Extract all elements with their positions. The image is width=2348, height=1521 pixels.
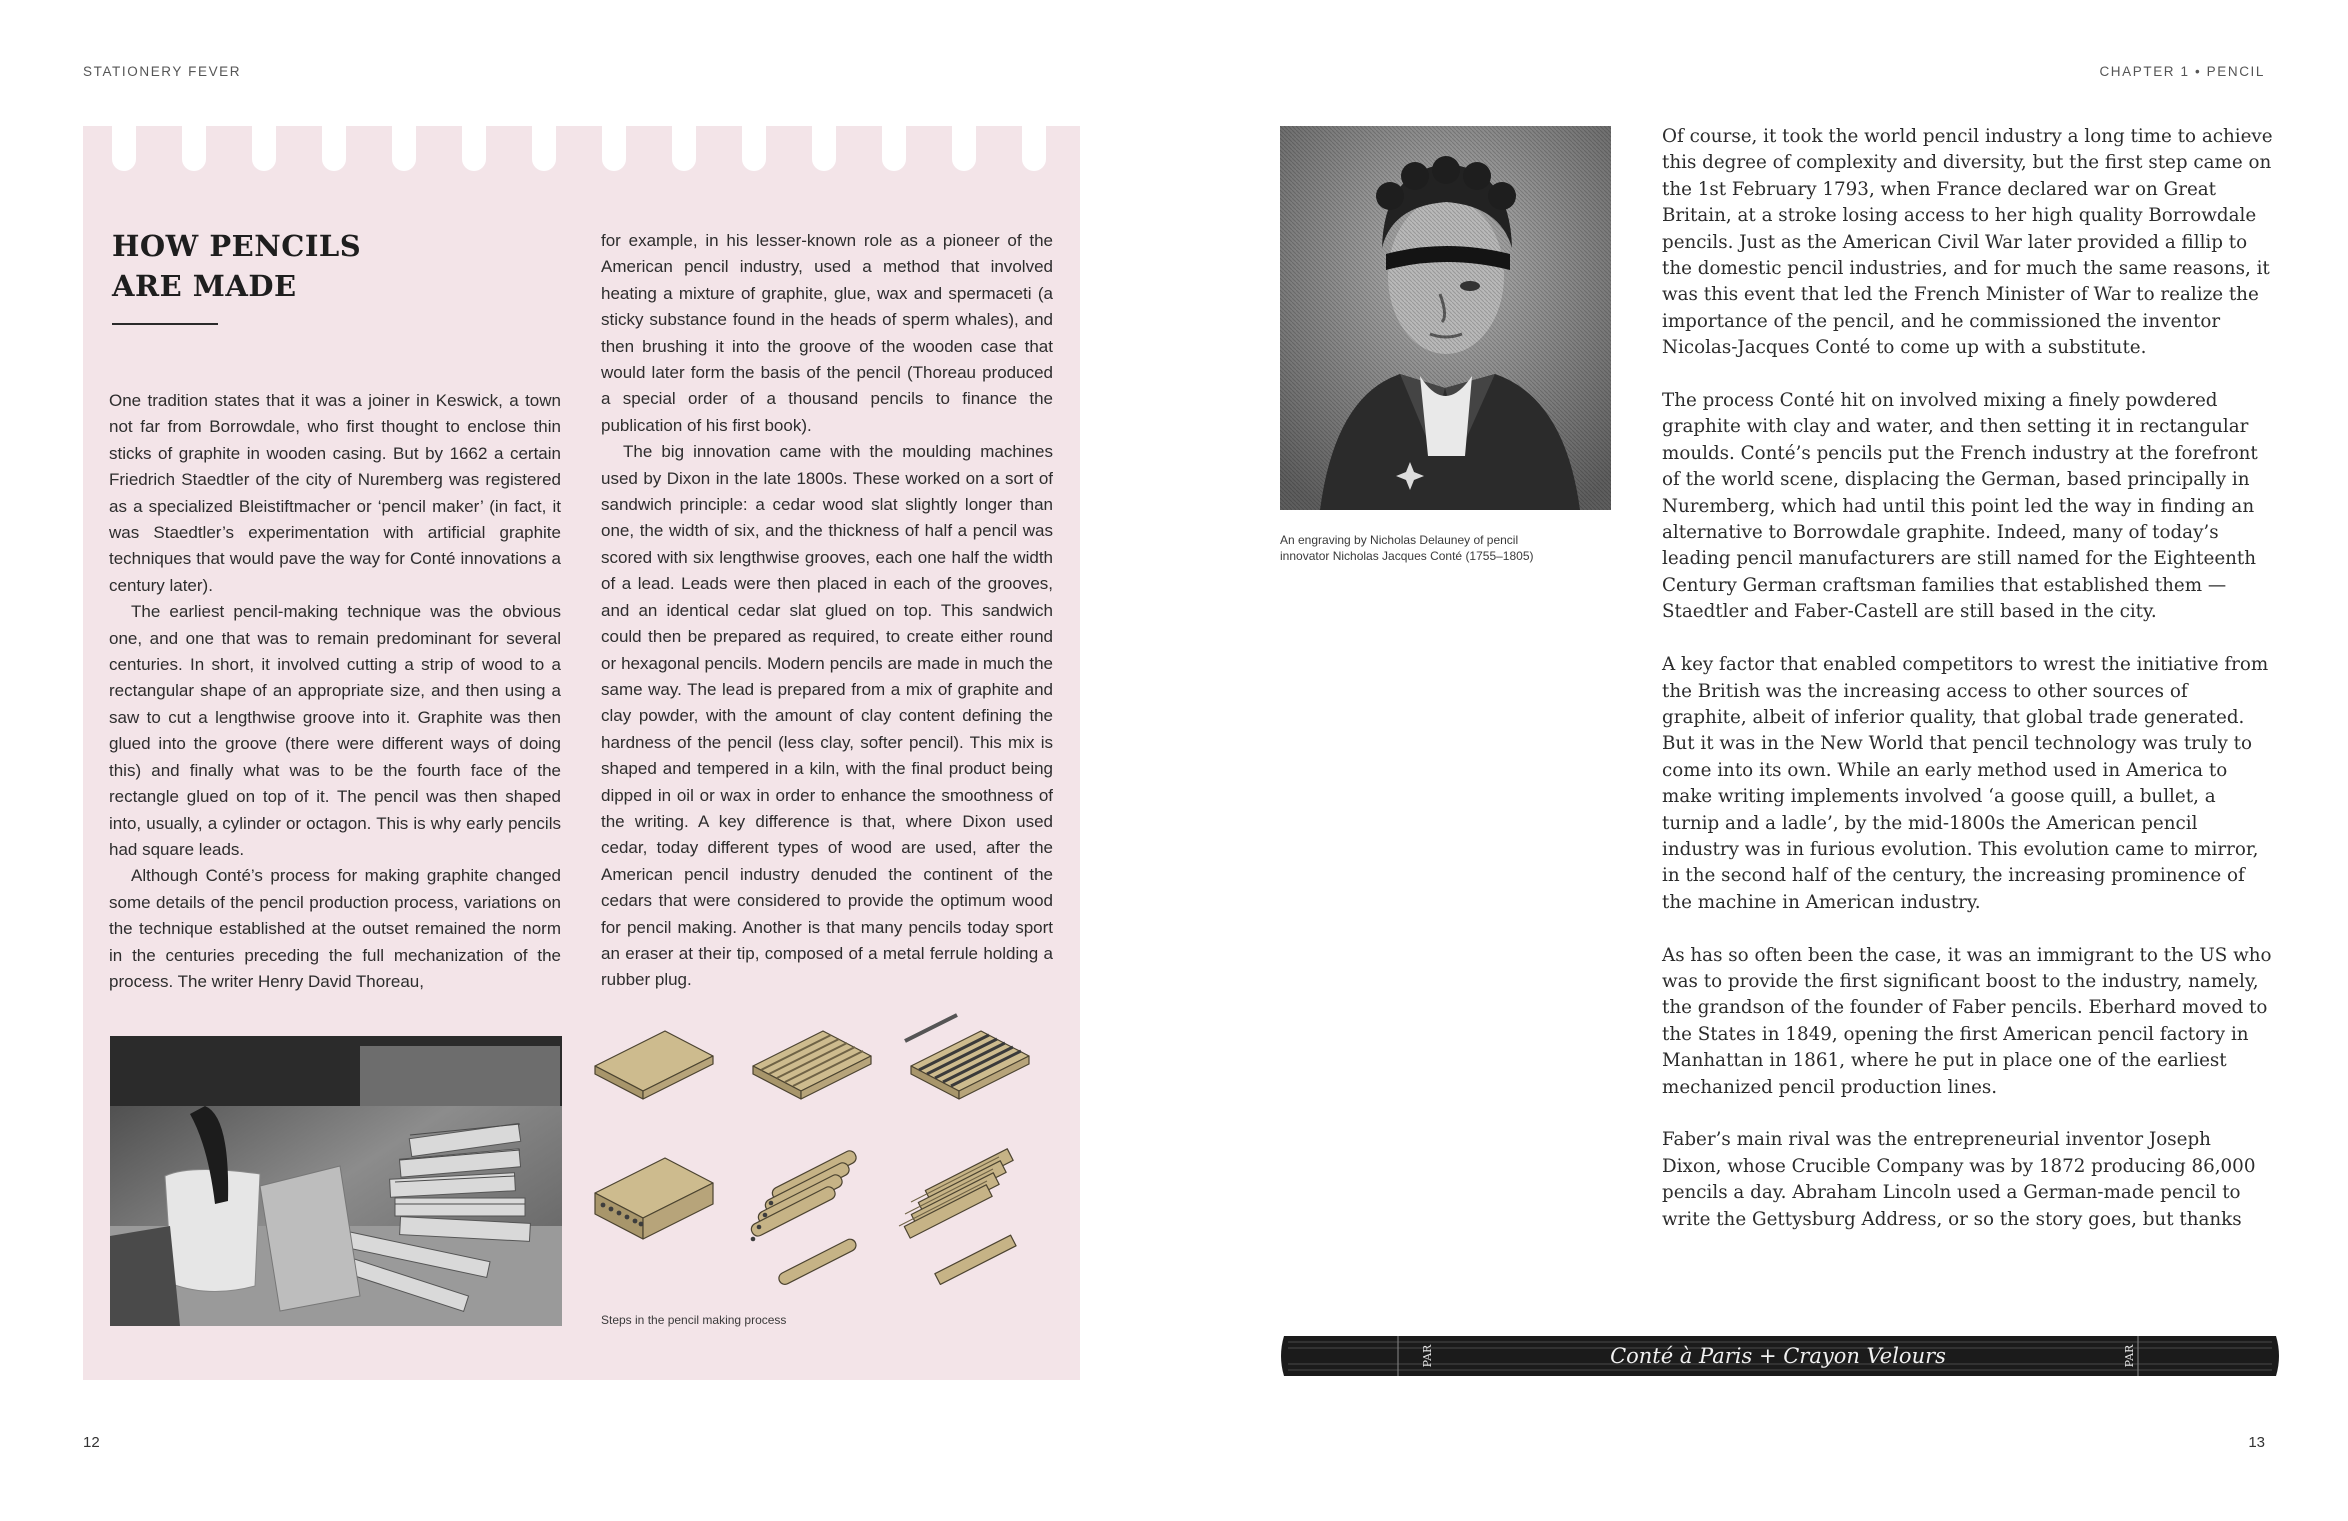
- paragraph: One tradition states that it was a joiner in Keswick, a town not far from Borrowdale, who first thought to enclose thin sticks of graphite in wooden casing. But by 1662 a certain Friedrich Staedtler of the city of Nuremberg was registered as a specialized Bleistiftmacher or ‘pencil maker’ (in fact, it was Staedtler’s experimentation with artificial graphite techniques that would pave the way for Conté innovations a century later).: [109, 391, 561, 595]
- portrait-caption: [1280, 532, 1580, 564]
- portrait-caption-line-2: innovator Nicholas Jacques Conté (1755–1805): [1280, 549, 1534, 563]
- pencil-process-diagram: [593, 1011, 1063, 1411]
- running-head-right: CHAPTER 1 • PENCIL: [2099, 64, 2265, 79]
- paragraph: The earliest pencil-making technique was the obvious one, and one that was to remain predominant for several centuries. In short, it involved cutting a strip of wood to a rectangular shape of an appropriate size, and then using a saw to cut a lengthwise groove into it. Graphite was then glued into the groove (there were different ways of doing this) and finally what was to be the fourth face of the rectangle glued on top of it. The pencil was then shaped into, usually, a cylinder or octagon. This is why early pencils had square leads.: [109, 602, 561, 859]
- conte-portrait-engraving: [1280, 126, 1611, 510]
- conte-pencil-illustration: [1278, 1330, 2282, 1382]
- paragraph: A key factor that enabled competitors to wrest the initiative from the British was the increasing access to other sources of graphite, albeit of inferior quality, that global trade generated. But it was in the New World that pencil technology was truly to come into its own. While an early method used in America to make writing implements involved ‘a goose quill, a bullet, a turnip and a ladle’, by the mid-1800s the American pencil industry was in furious evolution. This evolution came to mirror, in the second half of the century, the increasing prominence of the machine in American industry.: [1662, 654, 2269, 913]
- pencil-imprint-script: Conté à Paris + Crayon Velours: [1610, 1344, 1946, 1368]
- heading-line-2: ARE MADE: [112, 269, 297, 303]
- paragraph: Although Conté’s process for making graphite changed some details of the pencil production process, variations on the technique established at the outset remained the norm in the centuries preceding the full mechanization of the process. The writer Henry David Thoreau,: [109, 866, 561, 991]
- sidebar-column-2: [601, 228, 1053, 994]
- paragraph: Faber’s main rival was the entrepreneurial inventor Joseph Dixon, whose Crucible Company was by 1872 producing 86,000 pencils a day. Abraham Lincoln used a German-made pencil to write the Gettysburg Address, or so the story goes, but thanks: [1662, 1129, 2256, 1230]
- paragraph: for example, in his lesser-known role as a pioneer of the American pencil industry, used a method that involved heating a mixture of graphite, glue, wax and spermaceti (a sticky substance found in the heads of sperm whales), and then brushing it into the groove of the wooden case that would later form the basis of the pencil (Thoreau produced a special order of a thousand pencils to finance the publication of his first book).: [601, 231, 1053, 435]
- page-number-right: 13: [2248, 1434, 2265, 1451]
- pencil-end-mark-right: PAR: [2123, 1344, 2136, 1368]
- section-heading: [112, 226, 361, 306]
- paragraph: As has so often been the case, it was an immigrant to the US who was to provide the first significant boost to the industry, namely, the grandson of the founder of Faber pencils. Eberhard moved to the States in 1849, opening the first American pencil factory in Manhattan in 1861, where he put in place one of the earliest mechanized pencil production lines.: [1662, 944, 2272, 1098]
- paragraph: Of course, it took the world pencil industry a long time to achieve this degree of complexity and diversity, but the first step came on the 1st February 1793, when France declared war on Great Britain, at a stroke losing access to her high quality Borrowdale pencils. Just as the American Civil War later provided a fillip to the domestic pencil industries, and for much the same reasons, it was this event that led the French Minister of War to realize the importance of the pencil, and he commissioned the inventor Nicolas-Jacques Conté to come up with a substitute.: [1662, 126, 2273, 359]
- main-text-column: [1662, 124, 2276, 1259]
- sidebar-column-1: [109, 388, 561, 995]
- heading-line-1: HOW PENCILS: [112, 229, 362, 263]
- pencil-end-mark-left: PAR: [1421, 1344, 1434, 1368]
- sidebar-panel: [83, 126, 1080, 1380]
- portrait-caption-line-1: An engraving by Nicholas Delauney of pencil: [1280, 533, 1519, 547]
- diagram-caption: Steps in the pencil making process: [601, 1313, 787, 1327]
- paragraph: The process Conté hit on involved mixing a finely powdered graphite with clay and water, and then setting it in rectangular moulds. Conté’s pencils put the French industry at the forefront of the world scene, displacing the German, based principally in Nuremberg, which had until this point led the way in finding an alternative to Borrowdale graphite. Indeed, many of today’s leading pencil manufacturers are still named for the Eighteenth Century German craftsman families that established them — Staedtler and Faber-Castell are still based in the city.: [1662, 390, 2258, 623]
- notebook-holes: [83, 126, 1080, 176]
- heading-rule: [112, 323, 218, 325]
- page-number-left: 12: [83, 1434, 100, 1451]
- running-head-left: STATIONERY FEVER: [83, 64, 242, 79]
- paragraph: The big innovation came with the moulding machines used by Dixon in the late 1800s. These worked on a sort of sandwich principle: a cedar wood slat slightly longer than one, the width of six, and the thickness of half a pencil was scored with six lengthwise grooves, each one half the width of a lead. Leads were then placed in each of the grooves, and an identical cedar slat glued on top. This sandwich could then be prepared as required, to create either round or hexagonal pencils. Modern pencils are made in much the same way. The lead is prepared from a mix of graphite and clay powder, with the amount of clay content defining the hardness of the pencil (less clay, softer pencil). This mix is shaped and tempered in a kiln, with the final product being dipped in oil or wax in order to enhance the smoothness of the writing. A key difference is that, where Dixon used cedar, today different types of wood are used, after the American pencil industry denuded the continent of the cedars that were considered to provide the optimum wood for pencil making. Another is that many pencils today sport an eraser at their tip, composed of a metal ferrule holding a rubber plug.: [601, 442, 1053, 990]
- workshop-photo: [110, 1036, 562, 1326]
